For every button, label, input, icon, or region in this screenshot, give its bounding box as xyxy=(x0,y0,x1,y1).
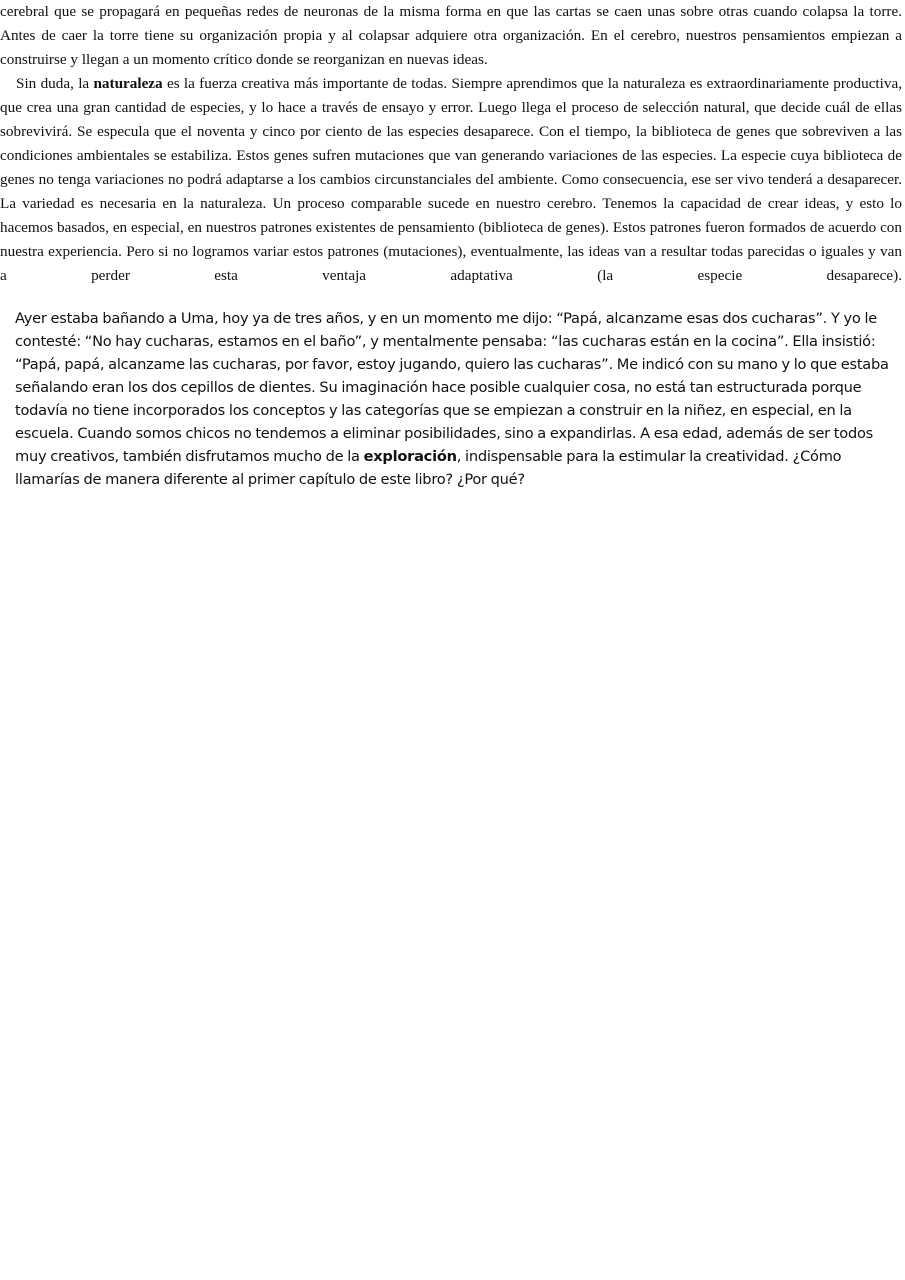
anecdote-body: Ayer estaba bañando a Uma, hoy ya de tres años, y en un momento me dijo: “Papá, alcanzame esas dos cucharas”. Y yo le contesté: “No hay cucharas, estamos en el baño”, y mentalmente pensaba: “las cucharas están en la cocina”. Ella insistió: “Papá, papá, alcanzame las cucharas, por favor, estoy jugando, quiero las cucharas”. Me indicó con su mano y lo que estaba señalando eran los dos cepillos de dientes. Su imaginación hace posible cualquier cosa, no está tan estructurada porque todavía no tiene incorporados los conceptos y las categorías que se empiezan a construir en la niñez, en especial, en la escuela. Cuando somos chicos no tendemos a eliminar posibilidades, sino a expandirlas. A esa edad, además de ser todos muy creativos, también disfrutamos mucho de la xyxy=(15,310,889,465)
anecdote-closing: , indispensable para la estimular la creatividad. ¿Cómo llamarías de manera diferente al primer capítulo de este libro? ¿Por qué? xyxy=(15,448,842,488)
paragraph-anecdote xyxy=(15,307,903,491)
paragraph-nature xyxy=(0,72,902,288)
paragraph-brain-cascade: cerebral que se propagará en pequeñas redes de neuronas de la misma forma en que las cartas se caen unas sobre otras cuando colapsa la torre. Antes de caer la torre tiene su organización propia y al colapsar adquiere otra organización. En el cerebro, nuestros pensamientos empiezan a construirse y llegan a un momento crítico donde se reorganizan en nuevas ideas. xyxy=(0,3,902,68)
anecdote-box xyxy=(15,307,903,491)
paragraph-nature-body: es la fuerza creativa más importante de todas. Siempre aprendimos que la naturaleza es extraordinariamente productiva, que crea una gran cantidad de especies, y lo hace a través de ensayo y error. Luego llega el proceso de selección natural, que decide cuál de ellas sobrevivirá. Se especula que el noventa y cinco por ciento de las especies desaparece. Con el tiempo, la biblioteca de genes que sobreviven a las condiciones ambientales se estabiliza. Estos genes sufren mutaciones que van generando variaciones de las especies. La especie cuya biblioteca de genes no tenga variaciones no podrá adaptarse a los cambios circunstanciales del ambiente. Como consecuencia, ese ser vivo tenderá a desaparecer. La variedad es necesaria en la naturaleza. Un proceso comparable sucede en nuestro cerebro. Tenemos la capacidad de crear ideas, y esto lo hacemos basados, en especial, en nuestros patrones existentes de pensamiento (biblioteca de genes). Estos patrones fueron formados de acuerdo con nuestra experiencia. Pero si no logramos variar estos patrones (mutaciones), eventualmente, las ideas van a resultar todas parecidas o iguales y van a perder esta ventaja adaptativa (la especie desaparece). xyxy=(0,75,903,284)
paragraph-nature-intro: Sin duda, la xyxy=(16,75,94,92)
keyword-naturaleza: naturaleza xyxy=(93,75,163,92)
body-text xyxy=(0,0,902,288)
keyword-exploracion: exploración xyxy=(363,448,457,465)
